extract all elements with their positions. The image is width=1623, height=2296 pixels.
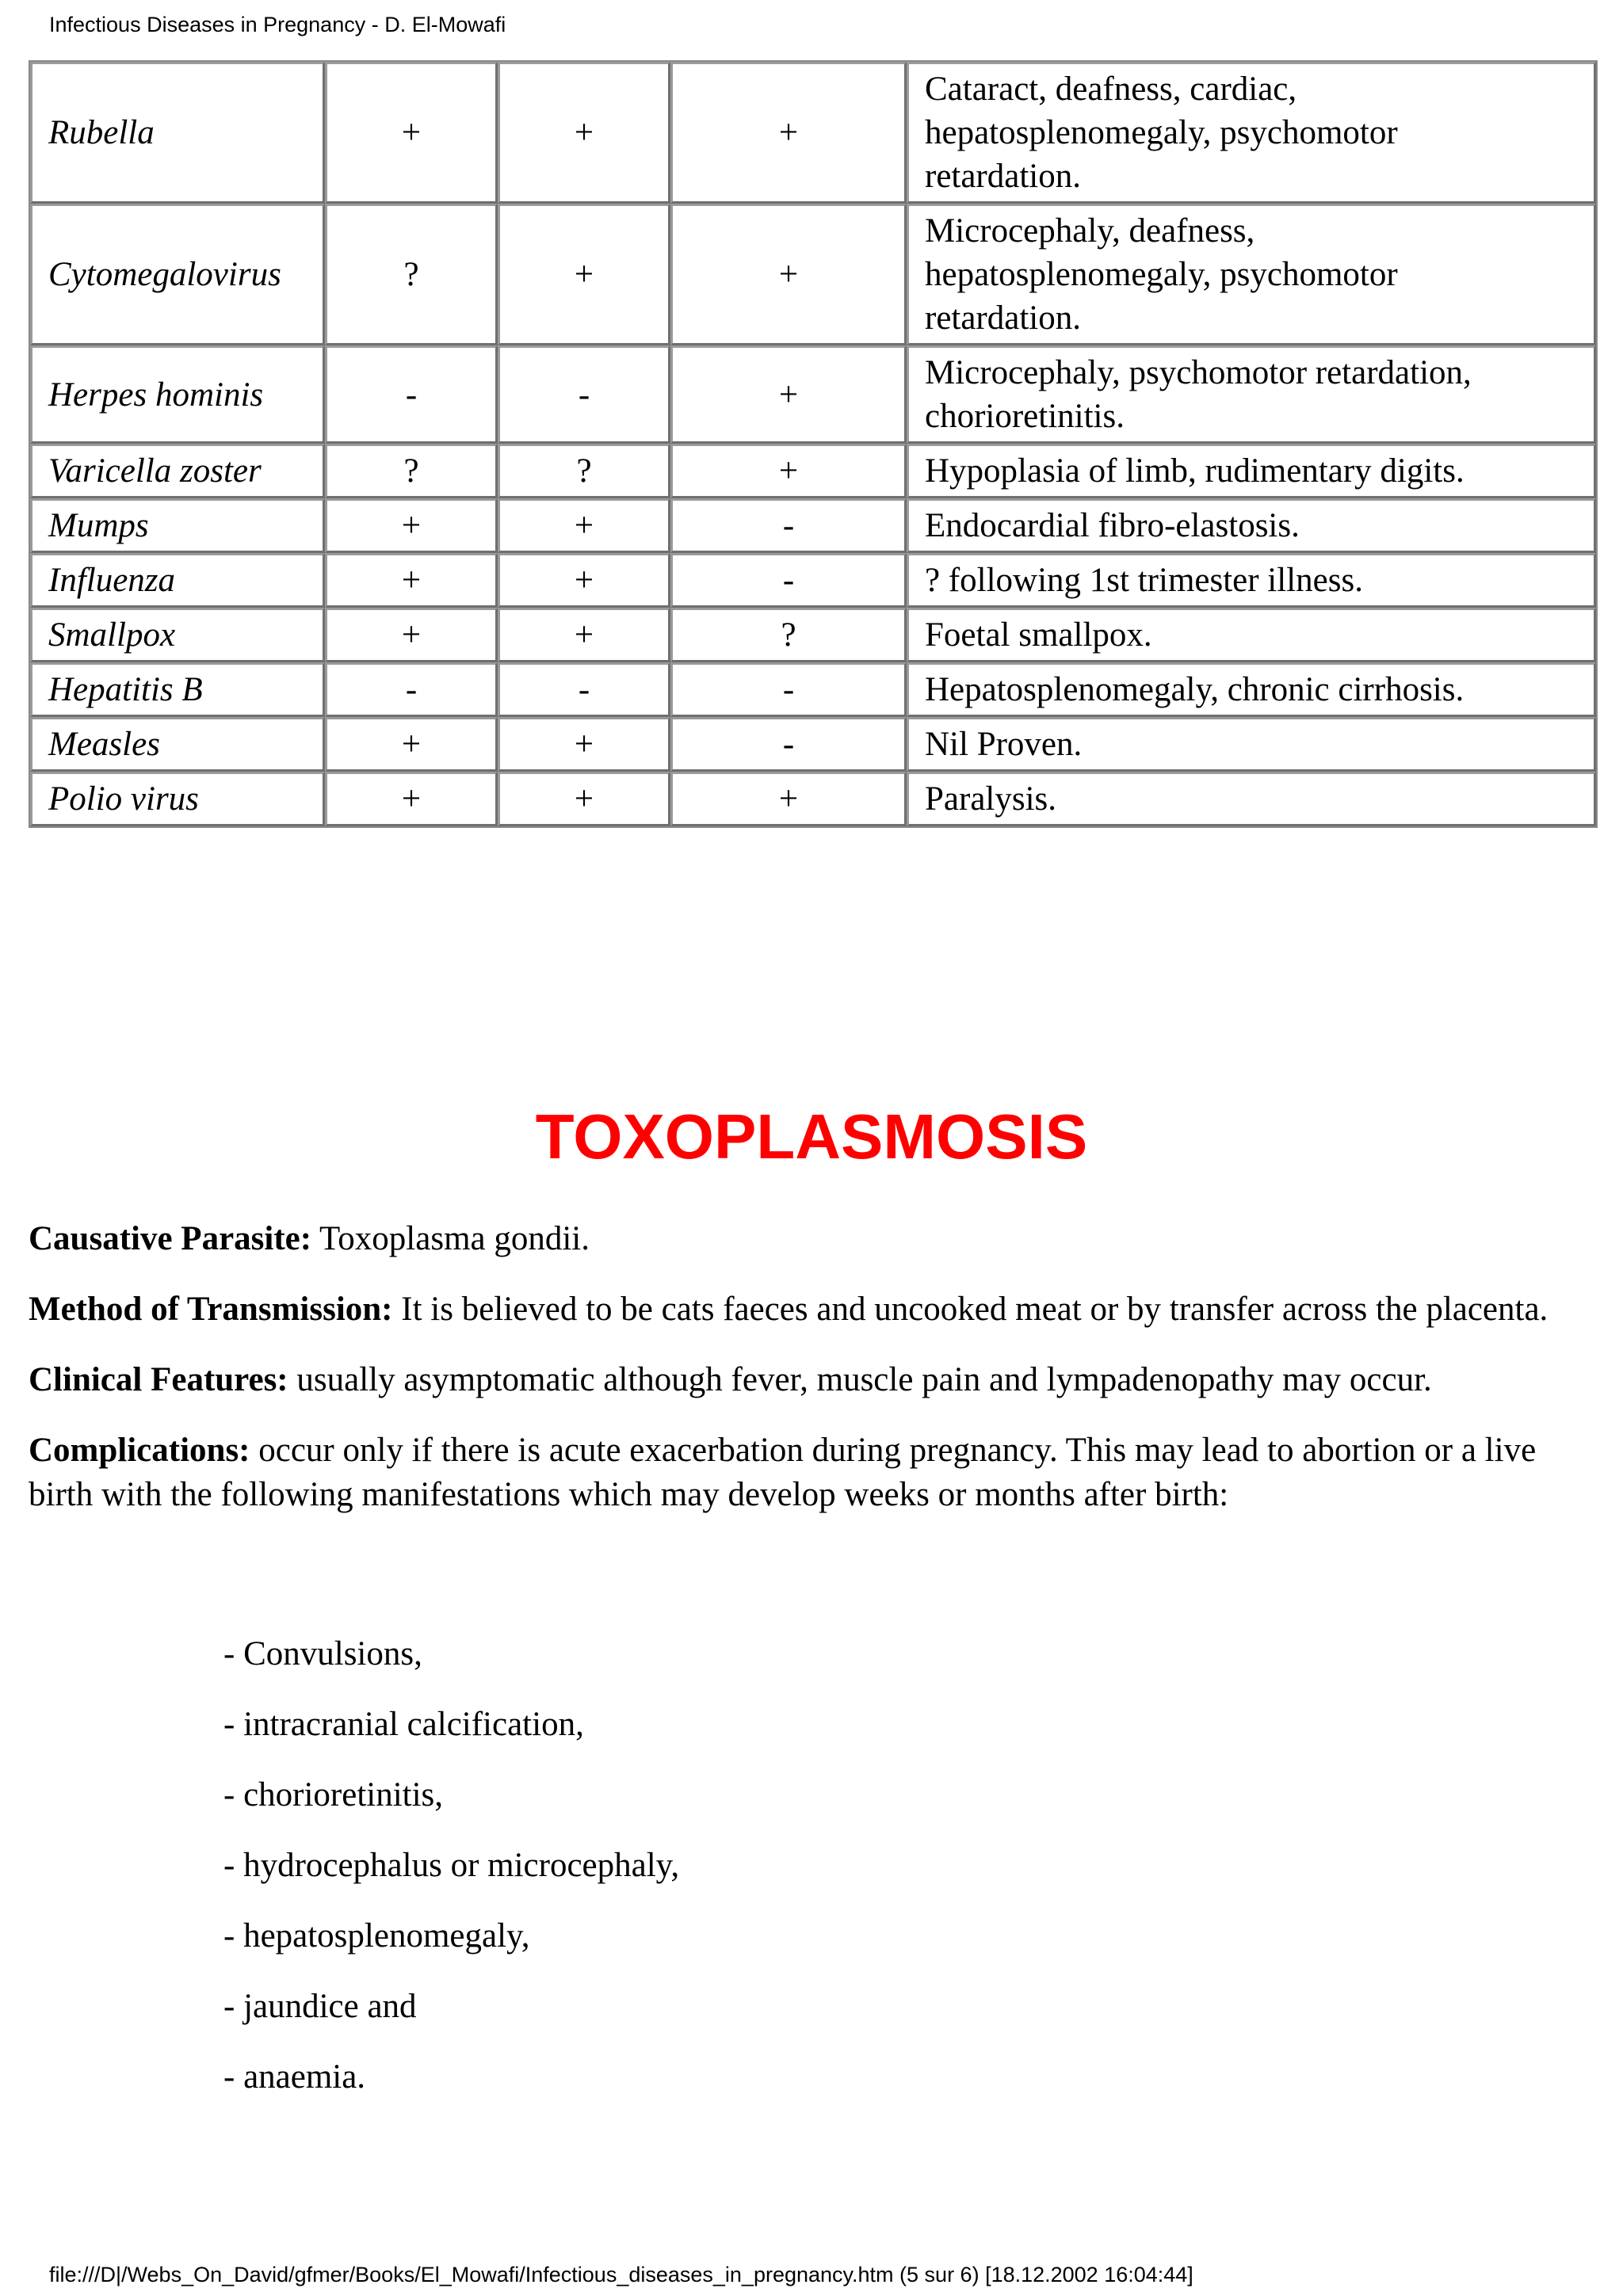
list-item: - anaemia.	[223, 2058, 366, 2096]
list-item: - jaundice and	[223, 1988, 417, 2025]
marker-cell: +	[670, 204, 907, 345]
marker-cell: +	[670, 345, 907, 444]
marker-cell: +	[325, 553, 498, 608]
infection-effects-table	[29, 60, 1598, 828]
paragraph-label: Complications:	[29, 1432, 250, 1469]
table-row	[30, 553, 1596, 608]
effect-line: Foetal smallpox.	[925, 616, 1152, 654]
list-item: - hydrocephalus or microcephaly,	[223, 1847, 680, 1884]
infection-name-cell: Varicella zoster	[30, 444, 325, 498]
page-header: Infectious Diseases in Pregnancy - D. El-Mowafi	[49, 13, 506, 36]
effect-line: ? following 1st trimester illness.	[925, 562, 1363, 599]
marker-cell: +	[325, 608, 498, 662]
effect-line: retardation.	[925, 158, 1081, 195]
list-item: - intracranial calcification,	[223, 1706, 584, 1743]
marker-cell: ?	[498, 444, 670, 498]
infection-name-cell: Influenza	[30, 553, 325, 608]
paragraph-label: Clinical Features:	[29, 1361, 288, 1398]
marker-cell: +	[498, 772, 670, 826]
infection-name-cell: Mumps	[30, 498, 325, 553]
paragraph-causative-parasite	[29, 1217, 1594, 1261]
marker-cell: -	[670, 498, 907, 553]
marker-cell: -	[670, 717, 907, 772]
paragraph-text: Toxoplasma gondii.	[311, 1220, 590, 1257]
effect-line: Microcephaly, deafness,	[925, 212, 1255, 250]
effect-cell	[907, 204, 1596, 345]
effect-cell	[907, 345, 1596, 444]
table-row	[30, 498, 1596, 553]
effect-line: Nil Proven.	[925, 726, 1083, 763]
marker-cell: -	[670, 553, 907, 608]
marker-cell: +	[325, 498, 498, 553]
table-body	[30, 62, 1596, 826]
table-row	[30, 772, 1596, 826]
paragraph-text: It is believed to be cats faeces and uncooked meat or by transfer across the placenta.	[392, 1291, 1549, 1328]
marker-cell: +	[325, 772, 498, 826]
paragraph-text: usually asymptomatic although fever, muscle pain and lympadenopathy may occur.	[288, 1361, 1432, 1398]
table-row	[30, 608, 1596, 662]
table-row	[30, 662, 1596, 717]
effect-line: Paralysis.	[925, 780, 1057, 818]
marker-cell: +	[498, 717, 670, 772]
infection-name-cell: Smallpox	[30, 608, 325, 662]
paragraph-text: occur only if there is acute exacerbation during pregnancy. This may lead to abortion or a live birth with the following manifestations which may develop weeks or months after birth:	[29, 1432, 1537, 1513]
paragraph-clinical-features	[29, 1358, 1594, 1402]
effect-cell	[907, 553, 1596, 608]
effect-cell	[907, 772, 1596, 826]
list-item: - hepatosplenomegaly,	[223, 1917, 530, 1955]
marker-cell: +	[325, 717, 498, 772]
table-row	[30, 444, 1596, 498]
table-row	[30, 62, 1596, 204]
effect-cell	[907, 717, 1596, 772]
page-footer: file:///D|/Webs_On_David/gfmer/Books/El_Mowafi/Infectious_diseases_in_pregnancy.htm (5 sur 6) [18.12.2002 16:04:44]	[49, 2263, 1193, 2286]
effect-line: Hepatosplenomegaly, chronic cirrhosis.	[925, 671, 1465, 708]
effect-line: chorioretinitis.	[925, 398, 1125, 435]
marker-cell: +	[498, 608, 670, 662]
infection-name-cell: Cytomegalovirus	[30, 204, 325, 345]
paragraph-complications	[29, 1428, 1594, 1517]
effect-line: Cataract, deafness, cardiac,	[925, 71, 1297, 108]
table-row	[30, 717, 1596, 772]
effect-cell	[907, 498, 1596, 553]
effect-cell	[907, 608, 1596, 662]
marker-cell: -	[498, 662, 670, 717]
list-item: - Convulsions,	[223, 1635, 422, 1672]
marker-cell: +	[498, 553, 670, 608]
section-title: TOXOPLASMOSIS	[535, 1101, 1088, 1172]
marker-cell: +	[498, 204, 670, 345]
table-row	[30, 204, 1596, 345]
effect-line: retardation.	[925, 299, 1081, 337]
marker-cell: +	[325, 62, 498, 204]
marker-cell: -	[325, 662, 498, 717]
marker-cell: +	[670, 62, 907, 204]
infection-name-cell: Hepatitis B	[30, 662, 325, 717]
marker-cell: +	[670, 444, 907, 498]
manifestations-list	[223, 1632, 679, 2126]
marker-cell: -	[325, 345, 498, 444]
marker-cell: +	[498, 62, 670, 204]
table-row	[30, 345, 1596, 444]
effect-line: Hypoplasia of limb, rudimentary digits.	[925, 452, 1465, 490]
paragraph-method-of-transmission	[29, 1287, 1594, 1332]
marker-cell: -	[498, 345, 670, 444]
infection-name-cell: Measles	[30, 717, 325, 772]
effect-line: hepatosplenomegaly, psychomotor	[925, 256, 1398, 293]
effect-line: Endocardial fibro-elastosis.	[925, 507, 1300, 544]
marker-cell: +	[498, 498, 670, 553]
paragraph-label: Method of Transmission:	[29, 1291, 393, 1328]
infection-name-cell: Herpes hominis	[30, 345, 325, 444]
marker-cell: ?	[670, 608, 907, 662]
marker-cell: -	[670, 662, 907, 717]
marker-cell: ?	[325, 204, 498, 345]
effect-cell	[907, 662, 1596, 717]
effect-cell	[907, 62, 1596, 204]
effect-line: hepatosplenomegaly, psychomotor	[925, 114, 1398, 151]
list-item: - chorioretinitis,	[223, 1776, 444, 1814]
section-body	[29, 1217, 1594, 1543]
infection-name-cell: Rubella	[30, 62, 325, 204]
effect-line: Microcephaly, psychomotor retardation,	[925, 354, 1472, 391]
effect-cell	[907, 444, 1596, 498]
marker-cell: ?	[325, 444, 498, 498]
marker-cell: +	[670, 772, 907, 826]
infection-name-cell: Polio virus	[30, 772, 325, 826]
paragraph-label: Causative Parasite:	[29, 1220, 312, 1257]
